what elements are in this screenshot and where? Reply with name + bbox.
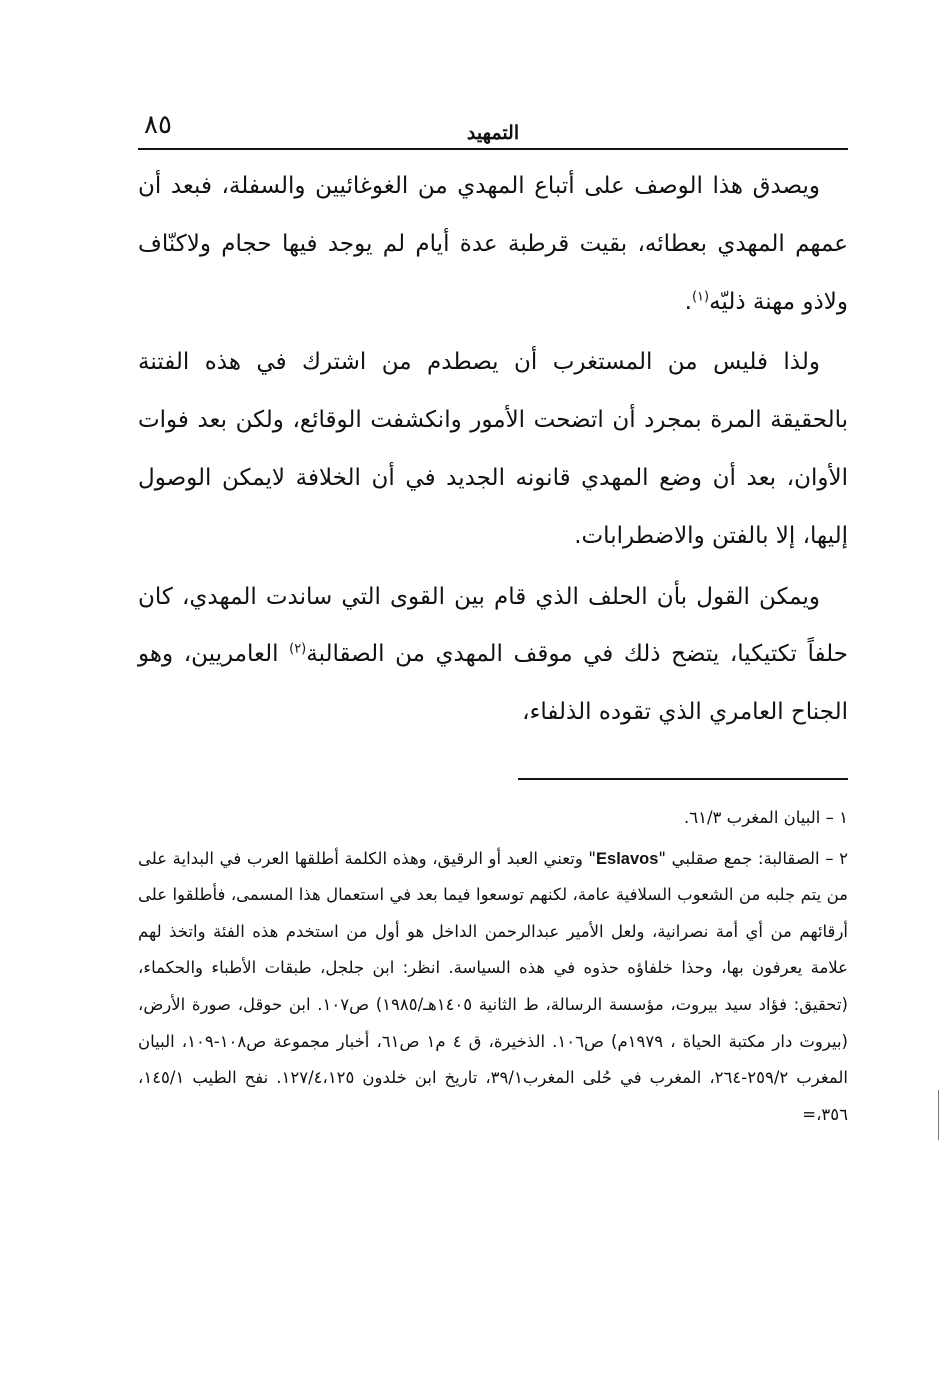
footnote-2-start: ٢ – الصقالبة: جمع صقلبي " — [658, 848, 848, 868]
paragraph-1-end: . — [684, 288, 692, 315]
page-header — [138, 108, 848, 150]
page-number: ٨٥ — [144, 110, 172, 140]
footnote-divider — [518, 778, 848, 780]
paragraph-2: ولذا فليس من المستغرب أن يصطدم من اشترك في هذه الفتنة بالحقيقة المرة بمجرد أن اتضحت الأمور وانكشفت الوقائع، ولكن بعد فوات الأوان، بعد أن وضع المهدي قانونه الجديد في أن الخلافة لايمكن الوصول إليها، إلا بالفتن والاضطرابات. — [138, 349, 848, 549]
footnote-2 — [138, 841, 848, 1134]
footnote-2-text: " وتعني العبد أو الرقيق، وهذه الكلمة أطلقها العرب في البداية على من يتم جلبه من الشعوب السلافية عامة، لكنهم توسعوا فيما بعد في استعمال هذا المسمى، فأطلقوا على أرقائهم من أي أمة نصرانية، ولعل الأمير عبدالرحمن الداخل هو أول من استخدم هذه الفئة واتخذ لهم علامة يعرفون بها، وحذا خلفاؤه حذوه في هذه السياسة. انظر: ابن جلجل، طبقات الأطباء والحكماء، (تحقيق: فؤاد سيد بيروت، مؤسسة الرسالة، ط الثانية ١٤٠٥هـ/١٩٨٥) ص١٠٧. ابن حوقل، صورة الأرض، (بيروت دار مكتبة الحياة ، ١٩٧٩م) ص١٠٦. الذخيرة، ق ٤ م١ ص٦١، أخبار مجموعة ص١٠٨-١٠٩، البيان المغرب ٢٥٩/٢-٢٦٤، المغرب في حُلى المغرب٣٩/١، تاريخ ابن خلدون ١٢٧/٤،١٢٥. نفح الطيب ١٤٥/١، ٣٥٦،= — [138, 848, 848, 1124]
paragraph-1 — [138, 158, 848, 331]
footnotes — [138, 800, 848, 1137]
footnote-2-latin-term: Eslavos — [596, 849, 659, 868]
paragraph-3-end: العامريين، وهو الجناح العامري الذي تقوده الذلفاء، — [138, 641, 848, 726]
footnote-1: ١ – البيان المغرب ٦١/٣. — [684, 808, 848, 827]
footnote-ref-2: (٢) — [289, 641, 307, 657]
paragraph-3 — [138, 569, 848, 742]
footnote-ref-1: (١) — [691, 288, 710, 304]
scan-margin-mark — [938, 1090, 939, 1140]
paragraph-1-text: ويصدق هذا الوصف على أتباع المهدي من الغوغائيين والسفلة، فبعد أن عمهم المهدي بعطائه، بقيت قرطبة عدة أيام لم يوجد فيها حجام ولاكنّاف ولاذو مهنة ذليّه — [138, 173, 848, 315]
paragraph-3-text: ويمكن القول بأن الحلف الذي قام بين القوى التي ساندت المهدي، كان حلفاً تكتيكيا، يتضح ذلك في موقف المهدي من الصقالبة — [138, 583, 848, 668]
main-text — [138, 158, 848, 745]
running-title: التمهيد — [466, 122, 520, 144]
